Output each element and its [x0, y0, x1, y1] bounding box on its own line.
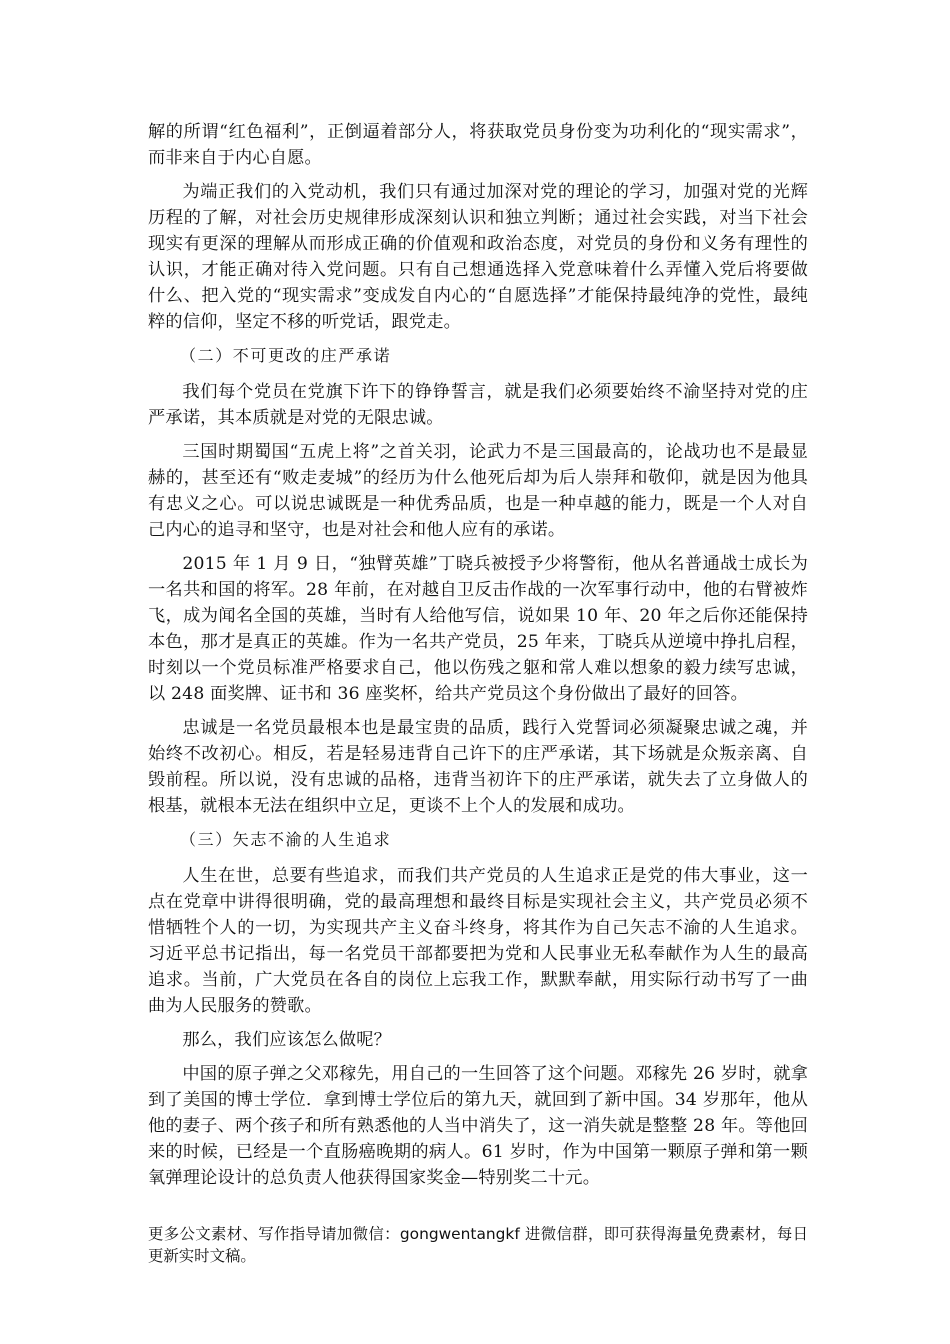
paragraph-red-welfare: 解的所谓“红色福利”，正倒逼着部分人，将获取党员身份变为功利化的“现实需求”，而非来自于内心自愿。 — [148, 122, 808, 168]
section-heading-solemn-promise: （二）不可更改的庄严承诺 — [180, 346, 392, 365]
paragraph-correct-motive: 为端正我们的入党动机，我们只有通过加深对党的理论的学习，加强对党的光辉历程的了解，对社会历史规律形成深刻认识和独立判断；通过社会实践，对当下社会现实有更深的理解从而形成正确的价值观和政治态度，对党员的身份和义务有理性的认识，才能正确对待入党问题。只有自己想通选择入党意味着什么弄懂入党后将要做什么、把入党的“现实需求”变成发自内心的“自愿选择”才能保持最纯净的党性，最纯粹的信仰，坚定不移的听党话，跟党走。 — [148, 182, 808, 332]
section-heading-life-pursuit: （三）矢志不渝的人生追求 — [180, 830, 392, 849]
paragraph-guan-yu: 三国时期蜀国“五虎上将”之首关羽，论武力不是三国最高的，论战功也不是最显赫的，甚至还有“败走麦城”的经历为什么他死后却为后人崇拜和敬仰，就是因为他具有忠义之心。可以说忠诚既是一种优秀品质，也是一种卓越的能力，既是一个人对自己内心的追寻和坚守，也是对社会和他人应有的承诺。 — [148, 442, 808, 540]
paragraph-question: 那么，我们应该怎么做呢？ — [182, 1030, 392, 1050]
paragraph-life-pursuit: 人生在世，总要有些追求，而我们共产党员的人生追求正是党的伟大事业，这一点在党章中讲得很明确，党的最高理想和最终目标是实现社会主义，共产党员必须不惜牺牲个人的一切，为实现共产主义奋斗终身，将其作为自己矢志不渝的人生追求。习近平总书记指出，每一名党员干部都要把为党和人民事业无私奉献作为人生的最高追求。当前，广大党员在各自的岗位上忘我工作，默默奉献，用实际行动书写了一曲曲为人民服务的赞歌。 — [148, 866, 808, 1016]
document-body — [148, 119, 808, 1199]
paragraph-deng-jiaxian: 中国的原子弹之父邓稼先，用自己的一生回答了这个问题。邓稼先 26 岁时，就拿到了美国的博士学位．拿到博士学位后的第九天，就回到了新中国。34 岁那年，他从他的妻子、两个孩子和所有熟悉他的人当中消失了，这一消失就是整整 28 年。等他回来的时候，已经是一个直肠癌晚期的病人。61 岁时，作为中国第一颗原子弹和第一颗氧弹理论设计的总负责人他获得国家奖金—特别奖二十元。 — [148, 1064, 808, 1188]
footer-promo-text: 更多公文素材、写作指导请加微信：gongwentangkf 进微信群，即可获得海量免费素材，每日更新实时文稿。 — [148, 1225, 808, 1265]
paragraph-ding-xiaobing: 2015 年 1 月 9 日，“独臂英雄”丁晓兵被授予少将警衔，他从名普通战士成长为一名共和国的将军。28 年前，在对越自卫反击作战的一次军事行动中，他的右臂被炸飞，成为闻名全国的英雄，当时有人给他写信，说如果 10 年、20 年之后你还能保持本色，那才是真正的英雄。作为一名共产党员，25 年来，丁晓兵从逆境中挣扎启程，时刻以一个党员标准严格要求自己，他以伤残之躯和常人难以想象的毅力续写忠诚，以 248 面奖牌、证书和 36 座奖杯，给共产党员这个身份做出了最好的回答。 — [148, 554, 808, 704]
paragraph-oath: 我们每个党员在党旗下许下的铮铮誓言，就是我们必须要始终不渝坚持对党的庄严承诺，其本质就是对党的无限忠诚。 — [148, 382, 808, 428]
paragraph-loyalty: 忠诚是一名党员最根本也是最宝贵的品质，践行入党誓词必须凝聚忠诚之魂，并始终不改初心。相反，若是轻易违背自己许下的庄严承诺，其下场就是众叛亲离、自毁前程。所以说，没有忠诚的品格，违背当初许下的庄严承诺，就失去了立身做人的根基，就根本无法在组织中立足，更谈不上个人的发展和成功。 — [148, 718, 808, 816]
